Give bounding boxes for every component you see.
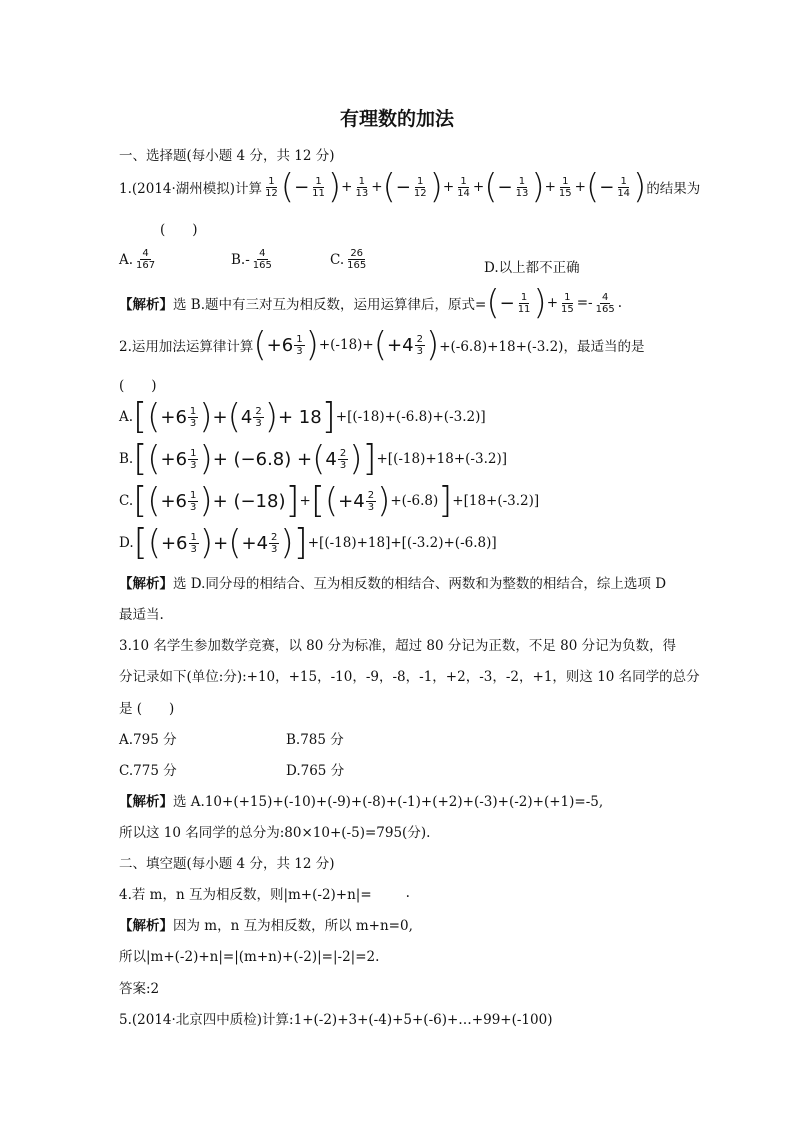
question-2-option-b: B. [ ( +6 $\frac{1}{3}$ ) + (−6.8) + ( 4 $\frac{2}{3}$ ) ] +[(-18)+18+(-3.2)] [119, 438, 507, 479]
fraction: $\frac{1}{11}$ [312, 175, 325, 199]
question-1-analysis: 【解析】 选 B.题中有三对互为相反数，运用运算律后，原式= ( − $\frac{1}{11}$ ) + $\frac{1}{15}$ =- $\frac{4}{165}$ . [119, 283, 622, 323]
question-1-option-d: D.以上都不正确 [484, 260, 580, 276]
question-4-analysis-cont: 所以|m+(-2)+n|=|(m+n)+(-2)|=|-2|=2. [119, 949, 380, 965]
question-1-option-b: B.- $\frac{4}{165}$ [231, 248, 272, 271]
question-3-stem-2: 分记录如下(单位:分):+10，+15，-10，-9，-8，-1，+2，-3，-2，+1，则这 10 名同学的总分 [119, 669, 700, 685]
page-title: 有理数的加法 [339, 108, 454, 130]
section-heading-choice: 一、选择题(每小题 4 分，共 12 分) [119, 148, 335, 164]
question-2-option-d: D. [ ( +6 $\frac{1}{3}$ ) + ( +4 $\frac{2}{3}$ ) ] +[(-18)+18]+[(-3.2)+(-6.8)] [119, 522, 497, 563]
question-2-analysis: 【解析】 选 D.同分母的相结合、互为相反数的相结合、两数和为整数的相结合，综上选项 D [119, 576, 667, 592]
question-2-option-a: A. [ ( +6 $\frac{1}{3}$ ) + ( 4 $\frac{2}{3}$ ) + 18 ] +[(-18)+(-6.8)+(-3.2)] [119, 396, 486, 437]
question-1-answer-paren: ( ) [160, 222, 198, 238]
question-3-stem-1: 3.10 名学生参加数学竞赛，以 80 分为标准，超过 80 分记为正数，不足 80 分记为负数，得 [119, 638, 677, 654]
question-4-answer: 答案:2 [119, 981, 160, 997]
fraction: $\frac{1}{12}$ [413, 175, 427, 199]
question-3-option-b: B.785 分 [286, 732, 344, 748]
question-3-stem-3: 是 ( ) [119, 701, 175, 717]
question-2-option-c: C. [ ( +6 $\frac{1}{3}$ ) + (−18) ] + [ ( +4 $\frac{2}{3}$ ) +(-6.8) ] +[18+(-3.2)] [119, 480, 540, 521]
question-3-option-a: A.795 分 [119, 732, 177, 748]
question-4-stem: 4.若 m，n 互为相反数，则|m+(-2)+n|= . [119, 885, 410, 903]
question-5-stem: 5.(2014·北京四中质检)计算:1+(-2)+3+(-4)+5+(-6)+…+99+(-100) [119, 1012, 553, 1028]
question-3-analysis-cont: 所以这 10 名同学的总分为:80×10+(-5)=795(分). [119, 825, 431, 841]
question-1-stem: 1.(2014·湖州模拟)计算 $\frac{1}{12}$ ( − $\frac{1}{11}$ ) + $\frac{1}{13}$ + ( − $\frac{1}{12}$ ) + $\frac{1}{14}$ + ( − $\frac{1}{13}$ ) + $\frac{1}{15}$ + ( − $\frac{1}{14}$ ) 的结果为 [119, 167, 701, 207]
question-2-analysis-cont: 最适当. [119, 607, 164, 623]
fraction: $\frac{1}{14}$ [617, 175, 631, 199]
question-4-analysis: 【解析】 因为 m，n 互为相反数，所以 m+n=0, [119, 918, 413, 934]
fraction: $\frac{1}{13}$ [515, 175, 529, 199]
question-2-answer-paren: ( ) [119, 378, 157, 394]
section-heading-fill: 二、填空题(每小题 4 分，共 12 分) [119, 856, 335, 872]
fraction: $\frac{1}{15}$ [558, 175, 572, 199]
fraction: $\frac{1}{12}$ [265, 175, 278, 199]
question-1-option-a: A. $\frac{4}{167}$ [119, 248, 156, 271]
question-3-option-d: D.765 分 [286, 763, 345, 779]
fraction: $\frac{1}{14}$ [457, 175, 470, 199]
question-3-option-c: C.775 分 [119, 763, 177, 779]
question-2-stem: 2.运用加法运算律计算 ( +6 $\frac{1}{3}$ ) +(-18)+ ( +4 $\frac{2}{3}$ ) +(-6.8)+18+(-3.2)，最适当的是 [119, 325, 645, 365]
question-3-analysis: 【解析】 选 A.10+(+15)+(-10)+(-9)+(-8)+(-1)+(+2)+(-3)+(-2)+(+1)=-5, [119, 794, 604, 810]
fraction: $\frac{1}{13}$ [355, 175, 369, 199]
question-1-option-c: C. $\frac{26}{165}$ [330, 248, 367, 271]
